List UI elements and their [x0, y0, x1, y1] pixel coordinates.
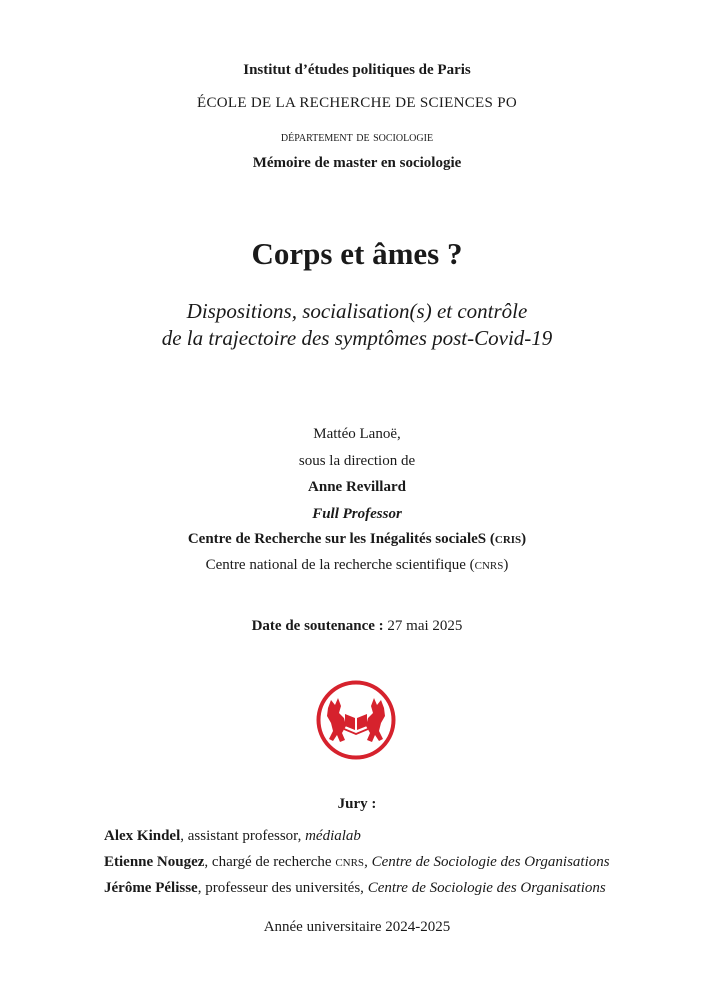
lab-affiliation [0, 531, 714, 548]
supervisor-role: Full Professor [312, 506, 402, 522]
institution-name: Centre national de la recherche scientifique [205, 557, 466, 573]
jury-member-role-acronym: cnrs [335, 854, 365, 870]
thesis-type: Mémoire de master en sociologie [252, 155, 462, 171]
defense-date-value: 27 mai 2025 [387, 618, 463, 634]
thesis-subtitle-line2: de la trajectoire des symptômes post-Covid-19 [161, 326, 553, 350]
jury-member-separator: , [364, 854, 372, 870]
jury-title: Jury : [337, 796, 377, 812]
jury-member [104, 880, 606, 897]
direction-label: sous la direction de [298, 453, 416, 469]
department-name: département de sociologie [280, 130, 434, 145]
author-name: Mattéo Lanoë, [313, 426, 401, 442]
logo-emblem [327, 698, 385, 742]
institution-acronym: (cnrs) [469, 557, 509, 573]
jury-member-name: Jérôme Pélisse [104, 880, 198, 896]
institution-affiliation [0, 557, 714, 574]
supervisor-name: Anne Revillard [308, 479, 406, 495]
defense-date-label: Date de soutenance : [251, 618, 384, 634]
thesis-title: Corps et âmes ? [251, 236, 463, 271]
defense-date [0, 618, 714, 635]
thesis-subtitle-line1: Dispositions, socialisation(s) et contrôle [186, 299, 528, 323]
jury-member-role: , professeur des universités, [197, 880, 368, 896]
jury-member-role: , chargé de recherche [204, 854, 336, 870]
jury-member [104, 854, 610, 871]
jury-member-affiliation: médialab [305, 828, 361, 844]
institute-name: Institut d’études politiques de Paris [243, 62, 471, 78]
school-name: ÉCOLE DE LA RECHERCHE DE SCIENCES PO [197, 95, 517, 111]
jury-member-name: Etienne Nougez [104, 854, 205, 870]
jury-member [104, 828, 361, 845]
jury-member-name: Alex Kindel [104, 828, 181, 844]
jury-member-role: , assistant professor, [180, 828, 306, 844]
lab-name: Centre de Recherche sur les Inégalités socialeS [187, 531, 487, 547]
lab-acronym: (cris) [489, 531, 527, 547]
academic-year: Année universitaire 2024-2025 [263, 919, 451, 935]
sciences-po-lion-logo [316, 680, 396, 760]
jury-member-affiliation: Centre de Sociologie des Organisations [371, 854, 610, 870]
jury-member-affiliation: Centre de Sociologie des Organisations [367, 880, 606, 896]
